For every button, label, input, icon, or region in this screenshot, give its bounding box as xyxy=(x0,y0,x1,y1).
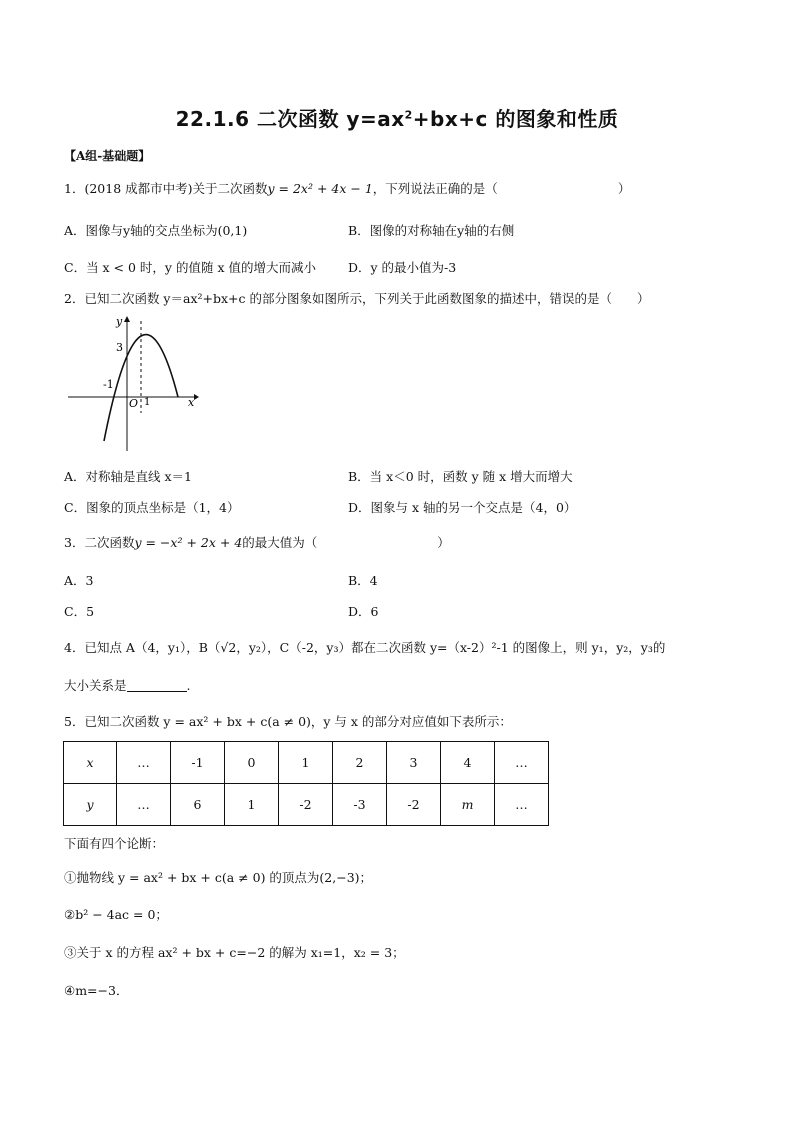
q2-option-c: C．图象的顶点坐标是（1，4） xyxy=(64,500,240,515)
q4-line2: 大小关系是 . xyxy=(64,678,191,693)
group-label: 【A组-基础题】 xyxy=(64,149,151,163)
table-cell: 6 xyxy=(171,784,225,826)
table-cell: 4 xyxy=(441,742,495,784)
label-x: x xyxy=(188,396,195,409)
table-cell: -2 xyxy=(279,784,333,826)
label-origin: O xyxy=(129,397,139,410)
q3-stem: 3．二次函数y = −x² + 2x + 4的最大值为（ ） xyxy=(64,535,450,550)
q3-option-b: B．4 xyxy=(348,573,378,588)
table-cell: 2 xyxy=(333,742,387,784)
label-y: y xyxy=(116,315,123,328)
page-title: 22.1.6 二次函数 $y=ax^2+bx+c$ 的图象和性质 xyxy=(175,107,619,131)
table-cell: … xyxy=(495,784,549,826)
table-row-y xyxy=(64,784,549,826)
q5-statement-4: ④m=−3． xyxy=(64,983,129,998)
q3-option-c: C．5 xyxy=(64,604,95,619)
q5-statement-3: ③关于 x 的方程 ax² + bx + c=−2 的解为 x₁=1，x₂ = 3； xyxy=(64,945,405,960)
table-cell: -3 xyxy=(333,784,387,826)
table-cell: y xyxy=(64,784,117,826)
table-cell: -1 xyxy=(171,742,225,784)
q2-option-a: A．对称轴是直线 x＝1 xyxy=(64,469,193,484)
label-1: 1 xyxy=(144,397,151,408)
table-cell: 1 xyxy=(225,784,279,826)
table-cell: x xyxy=(64,742,117,784)
q5-statement-2: ②b² − 4ac = 0； xyxy=(64,907,168,922)
value-table xyxy=(63,741,549,826)
q3-option-a: A．3 xyxy=(64,573,94,588)
table-cell: … xyxy=(117,784,171,826)
q5-statement-1: ①抛物线 y = ax² + bx + c(a ≠ 0) 的顶点为(2,−3)； xyxy=(64,870,373,885)
table-cell: m xyxy=(441,784,495,826)
q5-stem: 5．已知二次函数 y = ax² + bx + c(a ≠ 0)，y 与 x 的部分对应值如下表所示： xyxy=(64,714,512,729)
q1-option-a: A．图像与y轴的交点坐标为(0,1) xyxy=(64,223,248,238)
q2-option-b: B．当 x＜0 时，函数 y 随 x 增大而增大 xyxy=(348,469,573,484)
q1-option-d: D．y 的最小值为-3 xyxy=(348,260,457,275)
table-cell: -2 xyxy=(387,784,441,826)
q1-option-b: B．图像的对称轴在y轴的右侧 xyxy=(348,223,515,238)
parabola-graph xyxy=(66,313,201,453)
q2-stem: 2．已知二次函数 y＝ax²+bx+c 的部分图象如图所示，下列关于此函数图象的描述中，错误的是（ ） xyxy=(64,291,650,306)
q1-stem: 1．(2018 成都市中考)关于二次函数y = 2x² + 4x − 1，下列说法正确的是（ ） xyxy=(64,181,631,196)
label-neg1: -1 xyxy=(103,378,114,391)
label-3: 3 xyxy=(116,341,123,354)
q1-option-c: C．当 x < 0 时，y 的值随 x 值的增大而减小 xyxy=(64,260,316,275)
table-cell: 1 xyxy=(279,742,333,784)
table-cell: 0 xyxy=(225,742,279,784)
table-cell: … xyxy=(117,742,171,784)
table-cell: … xyxy=(495,742,549,784)
table-cell: 3 xyxy=(387,742,441,784)
q3-option-d: D．6 xyxy=(348,604,379,619)
y-axis-arrow xyxy=(124,316,130,322)
x-axis-arrow xyxy=(194,394,199,400)
table-row-x xyxy=(64,742,549,784)
q5-intro: 下面有四个论断： xyxy=(64,836,165,851)
q2-option-d: D．图象与 x 轴的另一个交点是（4，0） xyxy=(348,500,577,515)
q4-line1: 4．已知点 A（4，y₁），B（√2，y₂），C（-2，y₃）都在二次函数 y=（x-2）²-1 的图像上，则 y₁，y₂，y₃的 xyxy=(64,640,666,655)
answer-blank xyxy=(127,679,187,692)
